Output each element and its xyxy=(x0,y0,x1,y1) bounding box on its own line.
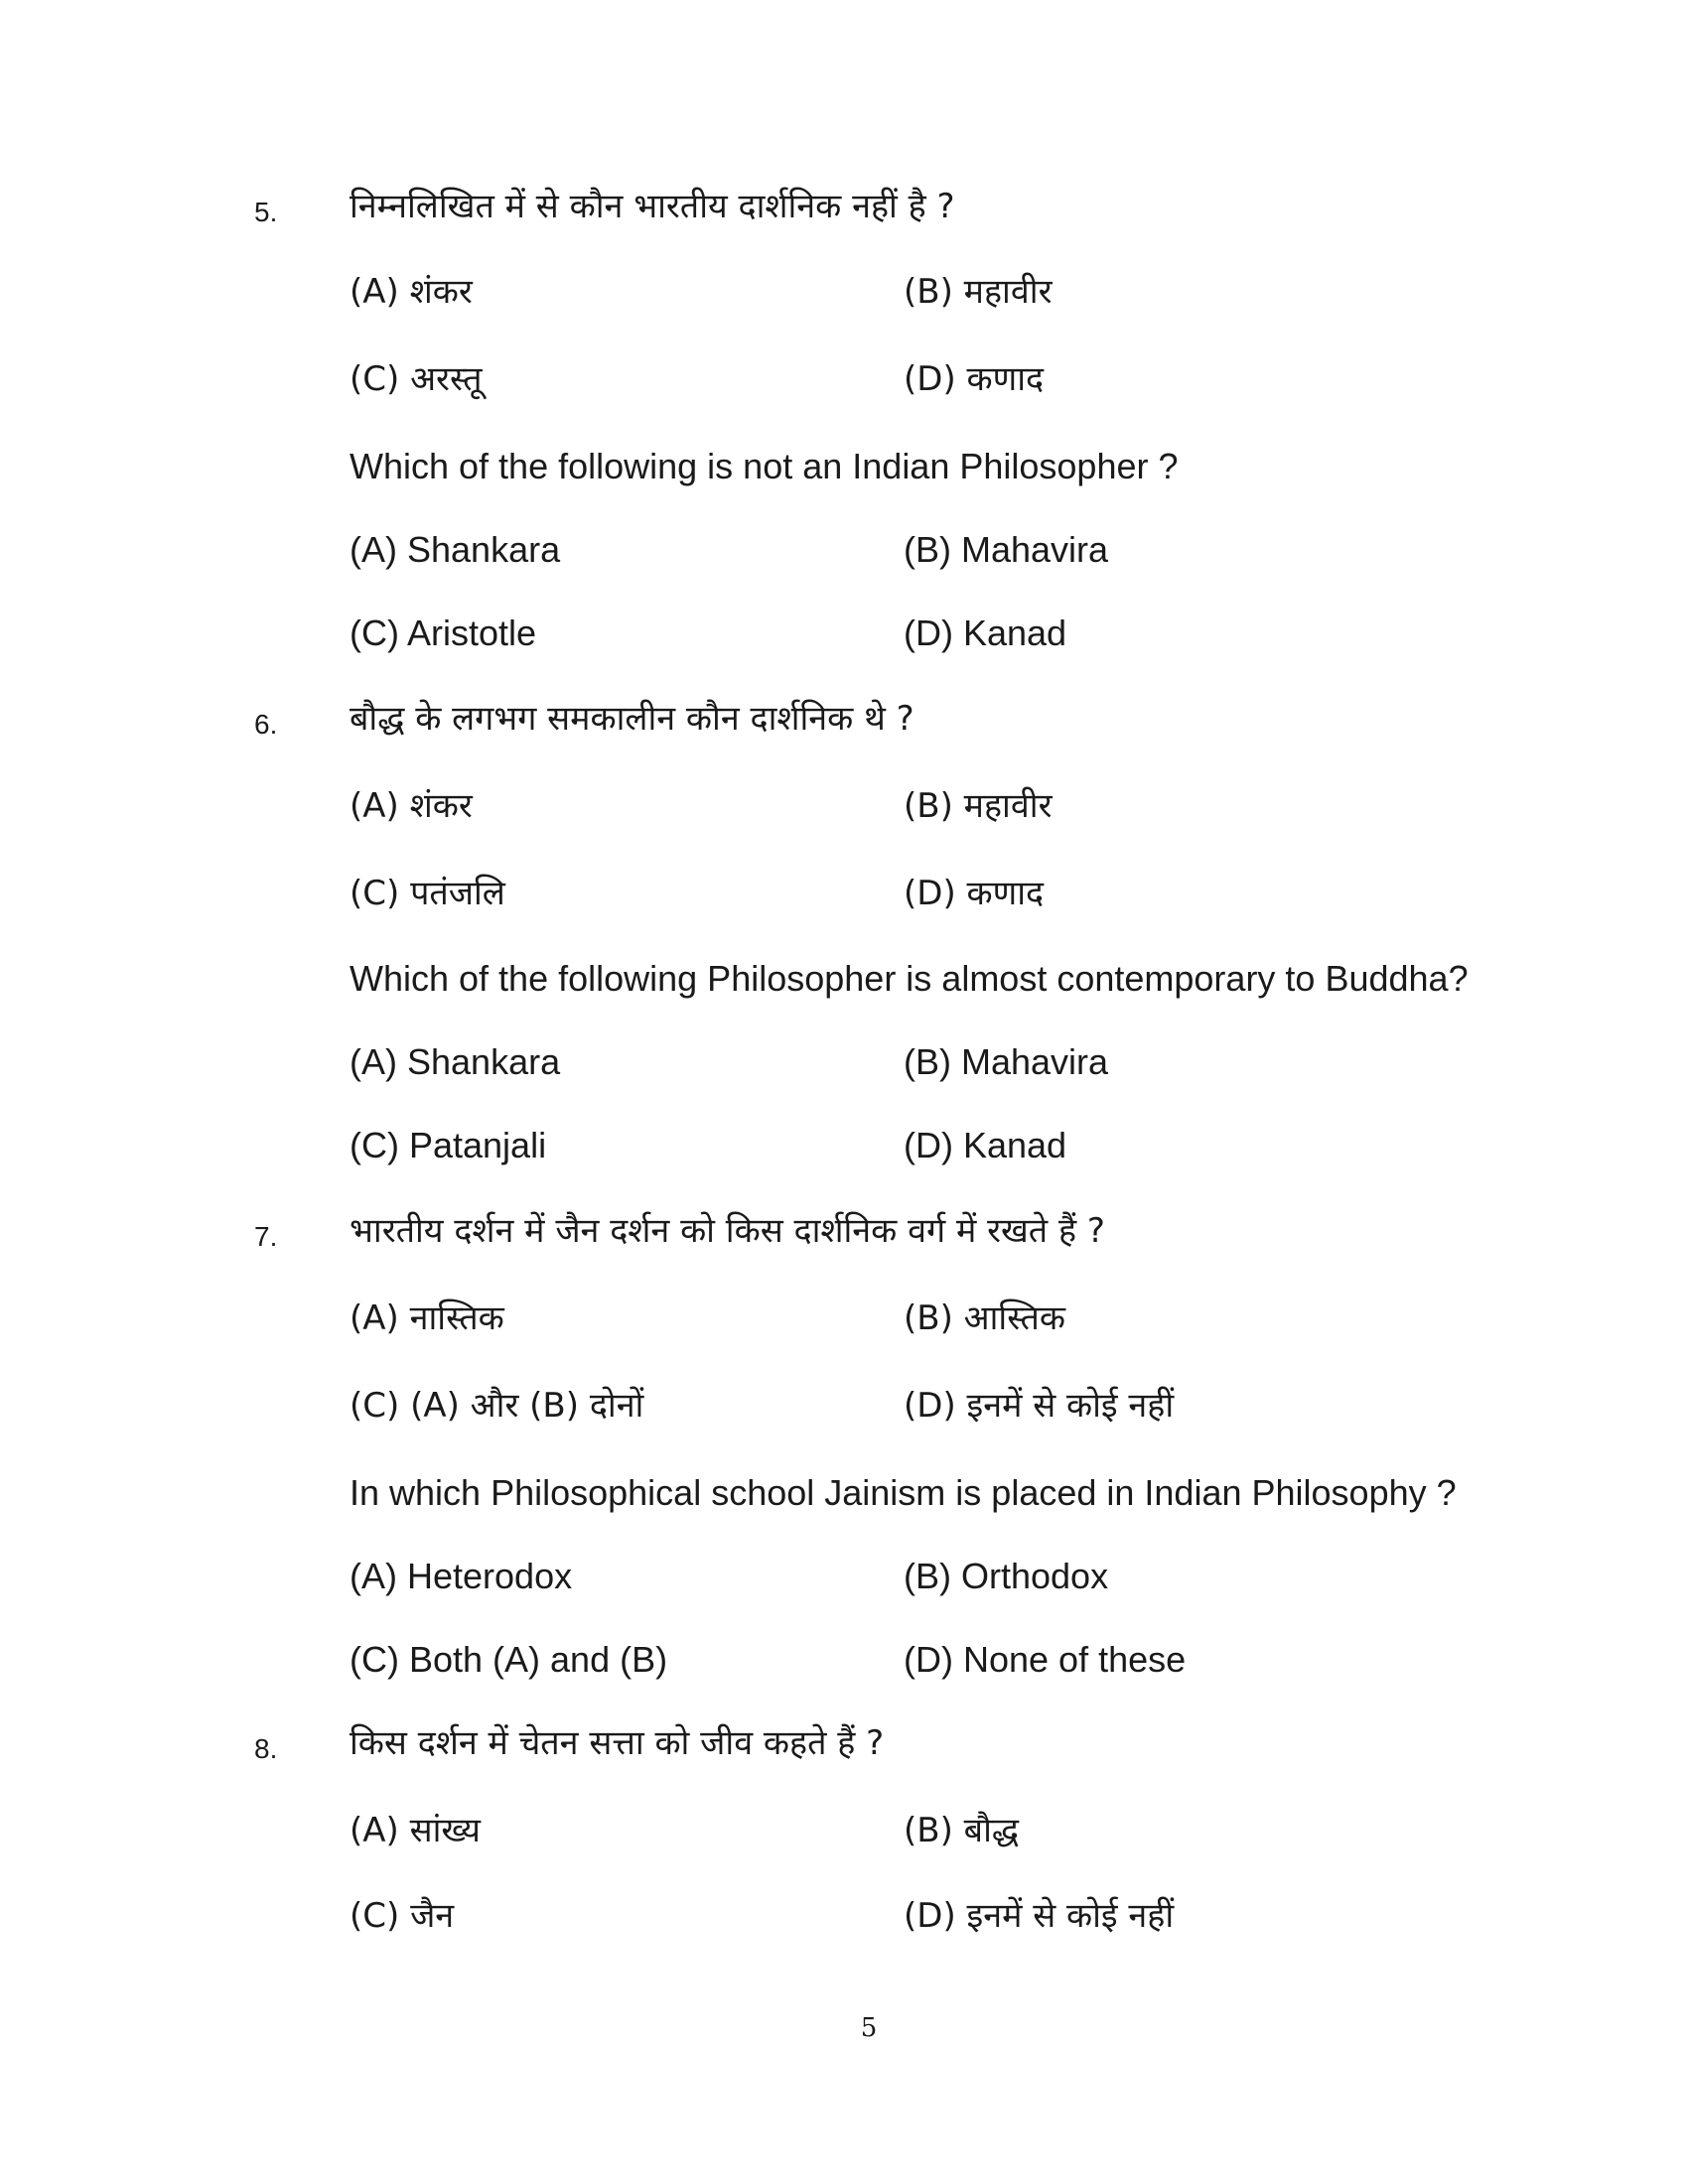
option-a-english: (A) Shankara xyxy=(350,529,561,570)
option-c-english: (C) Aristotle xyxy=(350,613,537,653)
question-number: 5. xyxy=(254,197,278,227)
question-number: 7. xyxy=(254,1221,278,1252)
option-d-english: (D) Kanad xyxy=(904,613,1067,653)
option-d-hindi: (D) इनमें से कोई नहीं xyxy=(904,1896,1175,1936)
option-d-hindi: (D) इनमें से कोई नहीं xyxy=(904,1386,1175,1426)
option-c-hindi: (C) जैन xyxy=(350,1896,455,1936)
option-c-hindi: (C) पतंजलि xyxy=(350,874,505,913)
page-number: 5 xyxy=(860,2013,878,2043)
question-text-hindi: बौद्ध के लगभग समकालीन कौन दार्शनिक थे ? xyxy=(350,699,914,739)
option-c-english: (C) Patanjali xyxy=(350,1125,547,1165)
question-text-hindi: किस दर्शन में चेतन सत्ता को जीव कहते हैं ? xyxy=(350,1723,885,1763)
option-a-english: (A) Shankara xyxy=(350,1041,561,1082)
option-c-hindi: (C) अरस्तू xyxy=(350,359,483,399)
option-d-english: (D) None of these xyxy=(904,1639,1187,1680)
option-a-hindi: (A) नास्तिक xyxy=(350,1298,504,1338)
option-d-hindi: (D) कणाद xyxy=(904,874,1045,913)
question-text-english: Which of the following Philosopher is almost contemporary to Buddha? xyxy=(350,958,1469,999)
option-b-english: (B) Mahavira xyxy=(904,1041,1109,1082)
option-a-hindi: (A) शंकर xyxy=(350,272,473,312)
option-a-english: (A) Heterodox xyxy=(350,1556,573,1596)
question-number: 6. xyxy=(254,709,278,740)
option-d-english: (D) Kanad xyxy=(904,1125,1067,1165)
option-d-hindi: (D) कणाद xyxy=(904,359,1045,399)
option-b-english: (B) Mahavira xyxy=(904,529,1109,570)
question-number: 8. xyxy=(254,1733,278,1764)
question-text-english: Which of the following is not an Indian Philosopher ? xyxy=(350,446,1179,486)
question-text-english: In which Philosophical school Jainism is placed in Indian Philosophy ? xyxy=(350,1472,1457,1513)
option-a-hindi: (A) सांख्य xyxy=(350,1811,481,1850)
question-text-hindi: भारतीय दर्शन में जैन दर्शन को किस दार्शनिक वर्ग में रखते हैं ? xyxy=(350,1211,1105,1251)
option-b-english: (B) Orthodox xyxy=(904,1556,1109,1596)
option-b-hindi: (B) महावीर xyxy=(904,272,1053,312)
option-b-hindi: (B) बौद्ध xyxy=(904,1811,1020,1850)
option-a-hindi: (A) शंकर xyxy=(350,786,473,826)
option-b-hindi: (B) महावीर xyxy=(904,786,1053,826)
option-b-hindi: (B) आस्तिक xyxy=(904,1298,1065,1338)
option-c-english: (C) Both (A) and (B) xyxy=(350,1639,668,1680)
question-text-hindi: निम्नलिखित में से कौन भारतीय दार्शनिक नहीं है ? xyxy=(350,187,955,226)
option-c-hindi: (C) (A) और (B) दोनों xyxy=(350,1386,644,1426)
